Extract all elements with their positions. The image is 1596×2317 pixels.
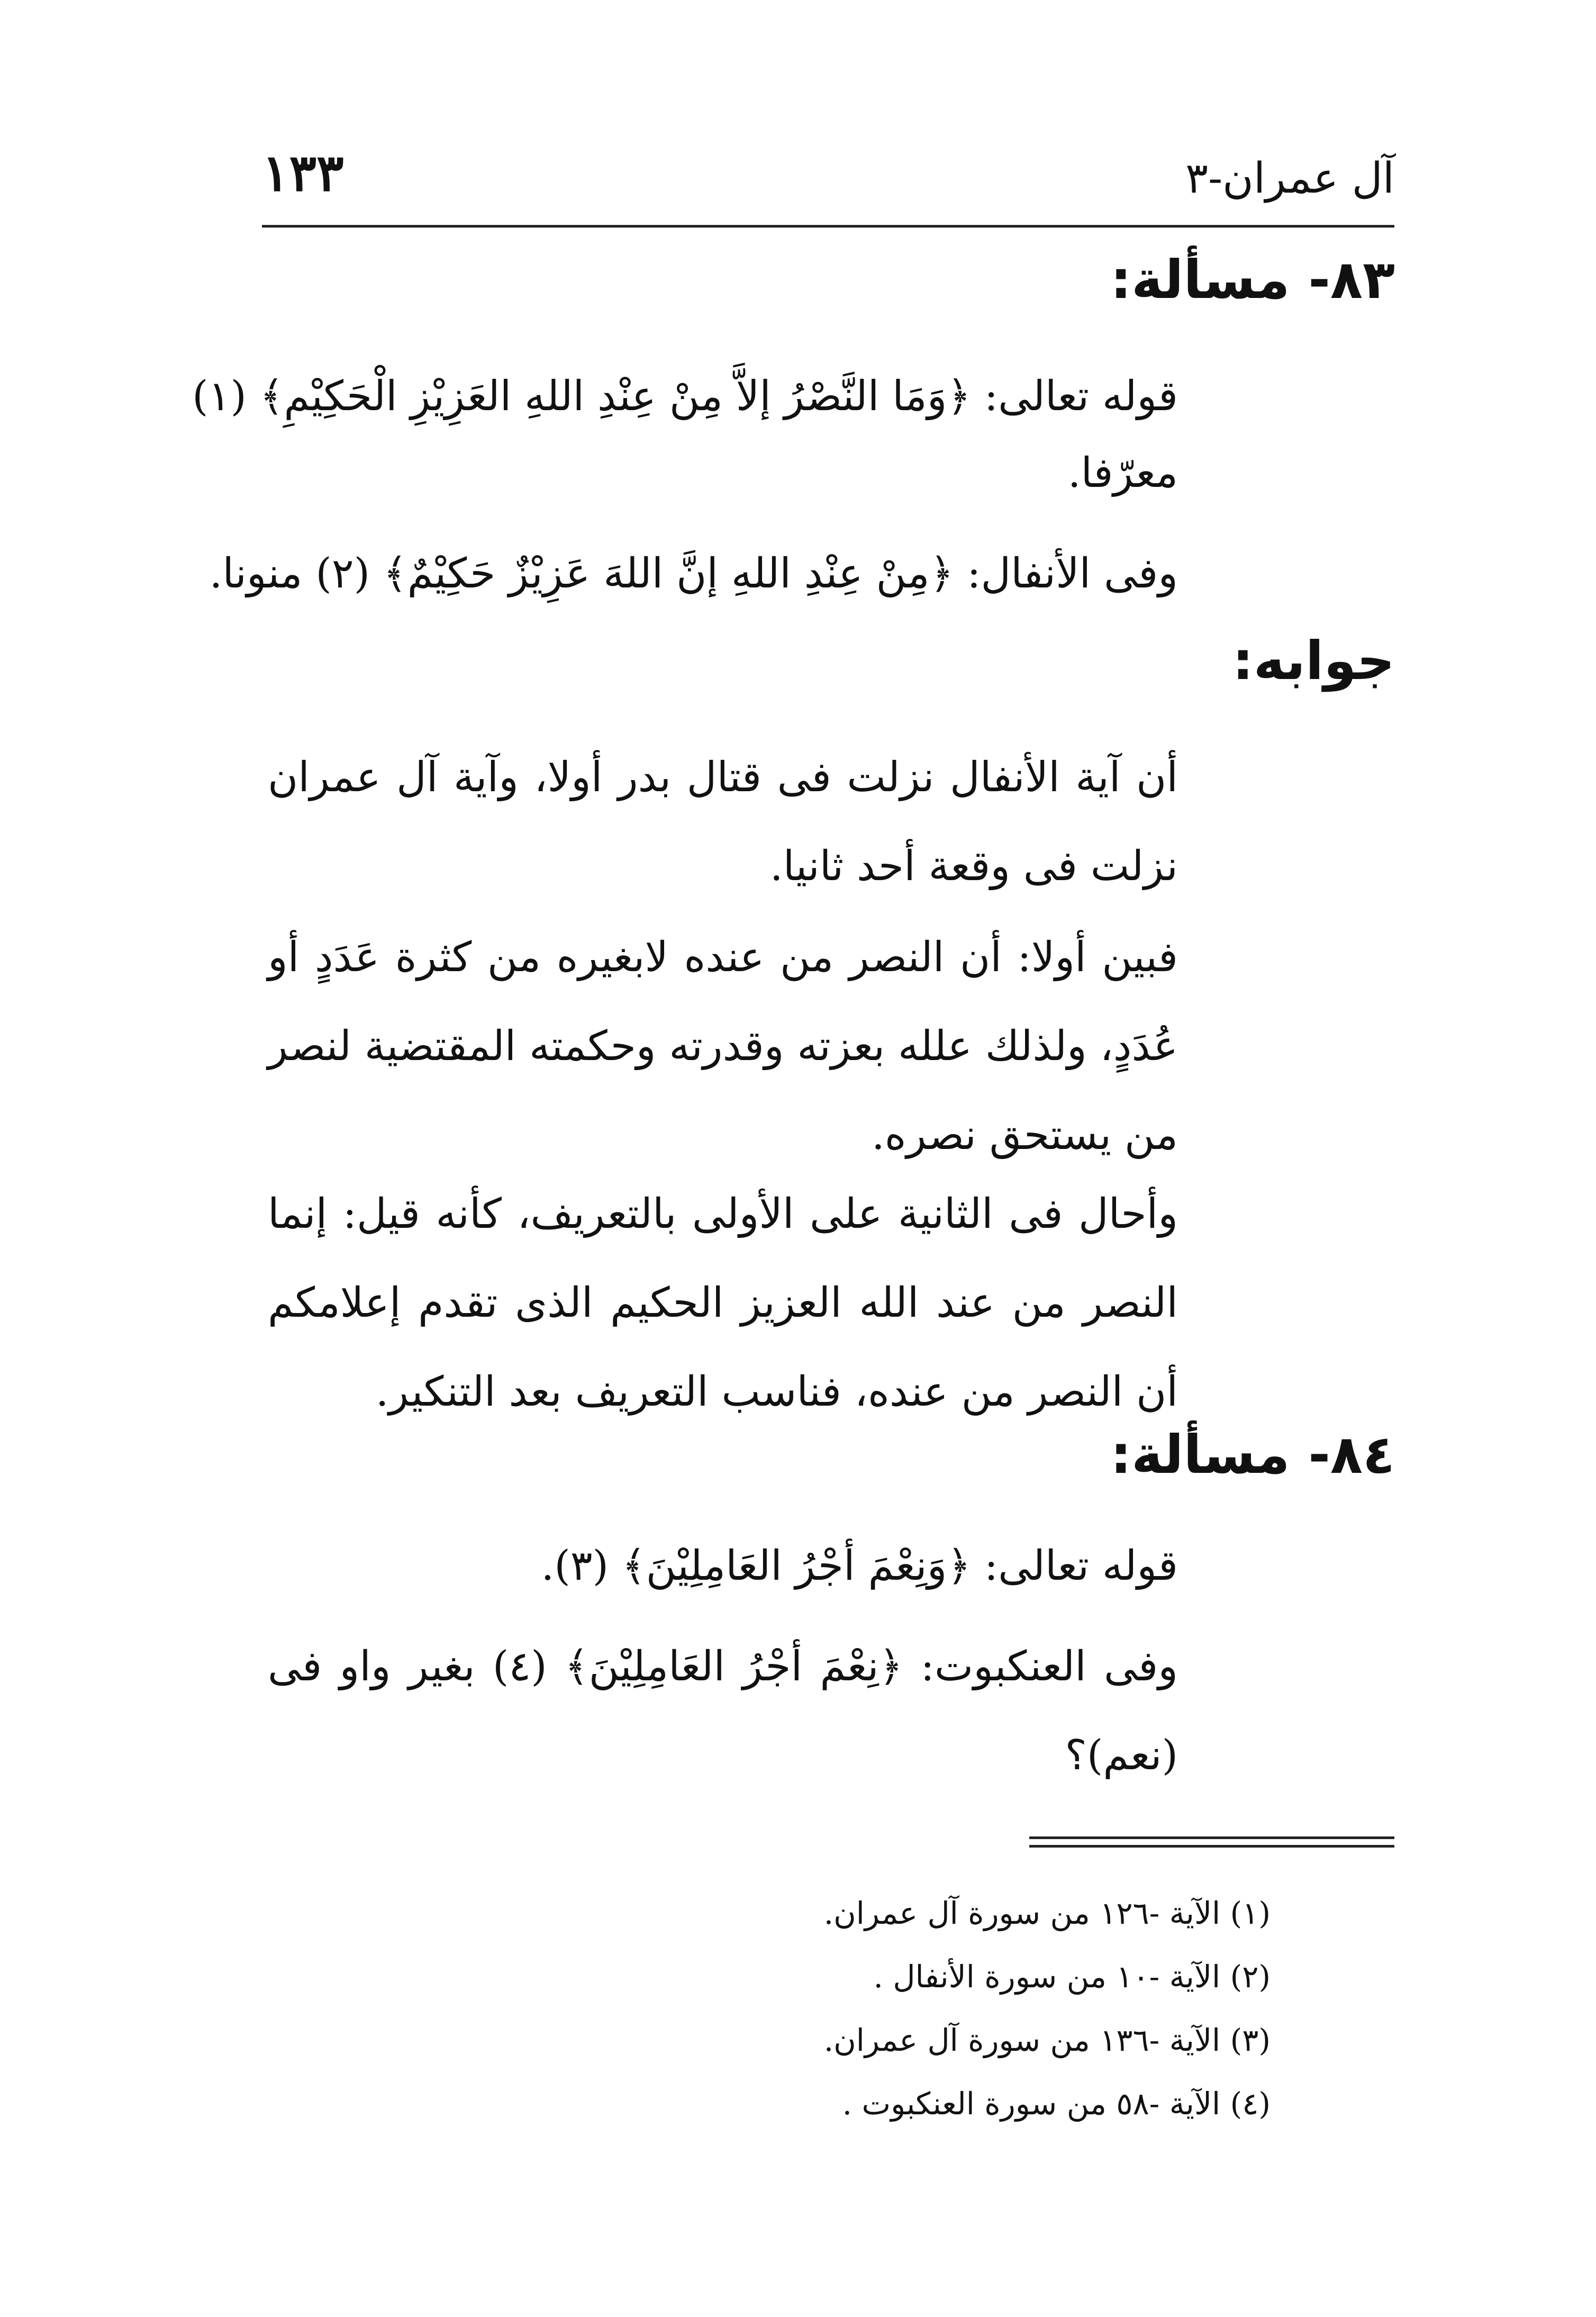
page-number: ١٣٣ [262, 143, 344, 203]
footnote-3: (٣) الآية -١٣٦ من سورة آل عمران. [823, 2022, 1271, 2058]
section-83-question-line-2: معرّفا. [1067, 449, 1178, 497]
footnote-divider-bottom [1029, 1845, 1394, 1848]
running-title: آل عمران-٣ [1185, 153, 1394, 203]
section-84-question-line-1: قوله تعالى: ﴿وَنِعْمَ أجْرُ العَامِلِيْنَ﴾ (٣). [541, 1542, 1178, 1590]
answer-heading: جوابه: [1232, 630, 1395, 692]
answer-paragraph-2: فبين أولا: أن النصر من عنده لابغيره من كثرة عَدَدٍ أو عُدَدٍ، ولذلك علله بعزته وقدرته وحكمته المقتضية لنصر من يستحق نصره. [268, 934, 1178, 1159]
footnote-divider-top [1029, 1836, 1394, 1839]
section-83-question-line-1: قوله تعالى: ﴿وَمَا النَّصْرُ إلاَّ مِنْ عِنْدِ اللهِ العَزِيْزِ الْحَكِيْمِ﴾ (١) [192, 373, 1178, 420]
header-divider [262, 225, 1394, 228]
section-84-heading: ٨٤- مسألة: [1110, 1424, 1395, 1486]
answer-paragraph-3: وأحال فى الثانية على الأولى بالتعريف، كأنه قيل: إنما النصر من عند الله العزيز الحكيم الذى تقدم إعلامكم أن النصر من عنده، فناسب التعريف بعد التنكير. [268, 1190, 1178, 1416]
page-header [262, 132, 1394, 212]
footnotes-list [636, 1881, 1271, 2135]
answer-paragraph-1: أن آية الأنفال نزلت فى قتال بدر أولا، وآية آل عمران نزلت فى وقعة أحد ثانيا. [268, 754, 1178, 890]
section-83-heading: ٨٣- مسألة: [1110, 249, 1395, 311]
section-84-question-line-2: وفى العنكبوت: ﴿نِعْمَ أجْرُ العَامِلِيْنَ﴾ (٤) بغير واو فى (نعم)؟ [268, 1643, 1178, 1779]
footnote-2: (٢) الآية -١٠ من سورة الأنفال . [873, 1959, 1271, 1995]
section-83-question-line-3: وفى الأنفال: ﴿مِنْ عِنْدِ اللهِ إنَّ اللهَ عَزِيْزٌ حَكِيْمٌ﴾ (٢) منونا. [209, 550, 1178, 598]
footnote-1: (١) الآية -١٢٦ من سورة آل عمران. [823, 1895, 1271, 1931]
footnote-4: (٤) الآية -٥٨ من سورة العنكبوت . [842, 2086, 1271, 2122]
